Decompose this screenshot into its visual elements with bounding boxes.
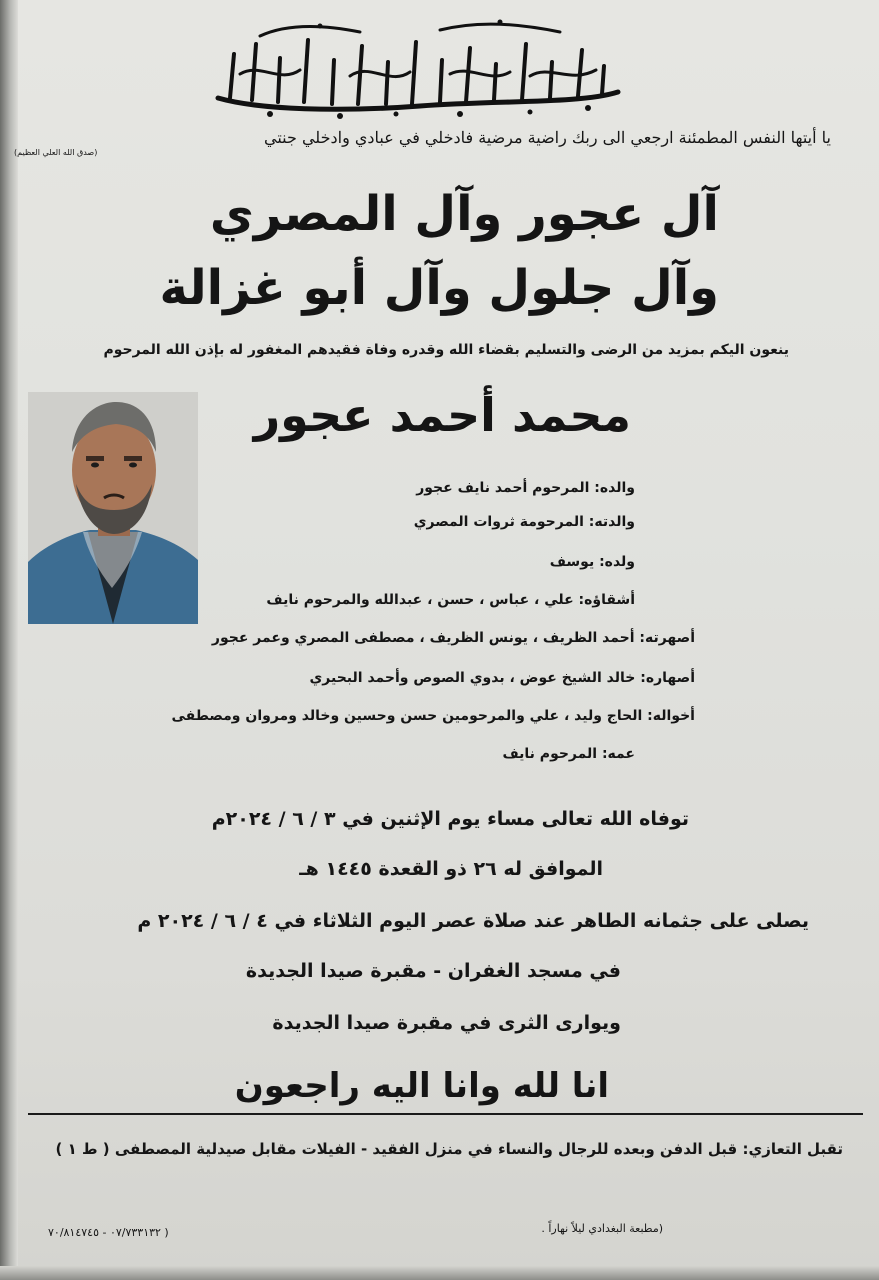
printer-phones: ٠٧/٧٣٣١٣٢ - ٧٠/٨١٤٧٤٥ ) [48, 1226, 169, 1239]
mosque-location: في مسجد الغفران - مقبرة صيدا الجديدة [245, 960, 621, 982]
printer-name: (مطبعة البغدادي ليلاً نهاراً . [541, 1222, 663, 1235]
closing-phrase: انا لله وانا اليه راجعون [234, 1066, 609, 1106]
relative-son: ولده: يوسف [549, 554, 635, 570]
relative-in-laws: أصهاره: خالد الشيخ عوض ، بدوي الصوص وأحمد البحيري [309, 670, 695, 686]
relative-maternal-uncles: أخواله: الحاج وليد ، علي والمرحومين حسن وحسين وخالد ومروان ومصطفى [171, 708, 695, 724]
death-date: توفاه الله تعالى مساء يوم الإثنين في ٣ / ٦ / ٢٠٢٤م [211, 808, 689, 830]
relative-paternal-uncle: عمه: المرحوم نايف [502, 746, 635, 762]
quran-verse: يا أيتها النفس المطمئنة ارجعي الى ربك راضية مرضية فادخلي في عبادي وادخلي جنتي [264, 128, 831, 147]
paper-bottom-shadow [0, 1266, 879, 1280]
relative-father: والده: المرحوم أحمد نايف عجور [416, 480, 635, 496]
deceased-photo [28, 392, 198, 624]
deceased-name: محمد أحمد عجور [253, 388, 631, 442]
calligraphy-art [200, 14, 630, 122]
calligraphy-header [200, 14, 630, 122]
divider-line [28, 1113, 863, 1115]
funeral-prayer: يصلى على جثمانه الطاهر عند صلاة عصر اليوم الثلاثاء في ٤ / ٦ / ٢٠٢٤ م [137, 910, 809, 932]
families-line-2: وآل جلول وآل أبو غزالة [159, 260, 719, 316]
verse-attribution: (صدق الله العلي العظيم) [14, 148, 98, 157]
condolences-info: تقبل التعازي: قبل الدفن وبعده للرجال والنساء في منزل الفقيد - الفيلات مقابل صيدلية المصطفى ( ط ١ ) [55, 1140, 843, 1158]
paper-edge-shadow [0, 0, 18, 1280]
families-line-1: آل عجور وآل المصري [209, 186, 719, 242]
hijri-date: الموافق له ٢٦ ذو القعدة ١٤٤٥ هـ [299, 858, 603, 880]
relative-mother: والدته: المرحومة ثروات المصري [413, 514, 635, 530]
announcement-text: ينعون اليكم بمزيد من الرضى والتسليم بقضاء الله وقدره وفاة فقيدهم المغفور له بإذن الله المرحوم [103, 342, 789, 358]
relative-brothers: أشقاؤه: علي ، عباس ، حسن ، عبدالله والمرحوم نايف [266, 592, 635, 608]
burial-location: ويوارى الثرى في مقبرة صيدا الجديدة [272, 1012, 621, 1034]
relative-brothers-in-law: أصهرته: أحمد الظريف ، يونس الظريف ، مصطفى المصري وعمر عجور [211, 630, 695, 646]
